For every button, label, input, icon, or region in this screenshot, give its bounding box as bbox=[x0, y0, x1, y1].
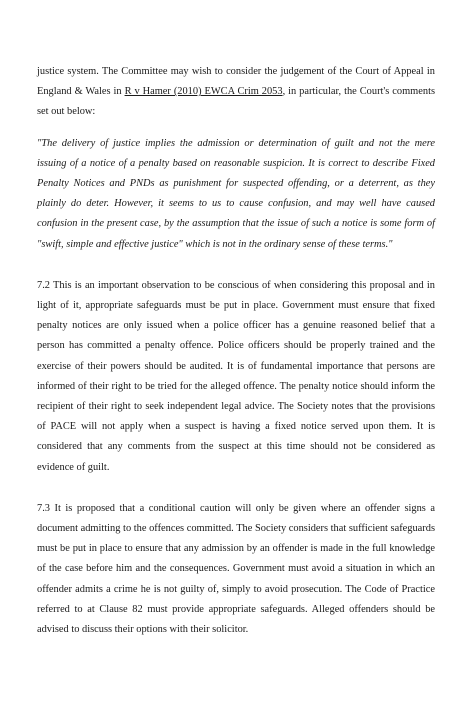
intro-text-after: , in particular, the Court's comments set out below: bbox=[37, 86, 435, 118]
intro-text-before: justice system. The Committee may wish to consider the judgement of the Court of Appeal in England & Wales in bbox=[37, 66, 435, 98]
paragraph-7-2: 7.2 This is an important observation to be conscious of when considering this proposal and in light of it, appropriate safeguards must be put in place. Government must ensure that fixed penalty notices are only issued when a police officer has a genuine reasoned belief that a person has committed a penalty offence. Police officers should be properly trained and the exercise of their powers should be audited. It is of fundamental importance that persons are informed of their right to be tried for the alleged offence. The penalty notice should inform the recipient of their right to seek independent legal advice. The Society notes that the provisions of PACE will not apply when a suspect is having a fixed notice served upon them. It is considered that any comments from the suspect at this time should not be considered as evidence of guilt. bbox=[37, 279, 435, 473]
paragraph-7-3: 7.3 It is proposed that a conditional caution will only be given where an offender signs a document admitting to the offences committed. The Society considers that sufficient safeguards must be put in place to ensure that any admission by an offender is made in the full knowledge of the case before him and the consequences. Government must avoid a situation in which an offender admits a crime he is not guilty of, simply to avoid prosecution. The Code of Practice referred to at Clause 82 must provide appropriate safeguards. Alleged offenders should be advised to discuss their options with their solicitor. bbox=[37, 502, 435, 636]
intro-paragraph bbox=[37, 62, 435, 123]
document-page bbox=[37, 62, 435, 640]
court-quote: "The delivery of justice implies the admission or determination of guilt and not the mere issuing of a notice of a penalty based on reasonable suspicion. It is correct to describe Fixed Penalty Notices and PNDs as punishment for suspected offending, or a deterrent, as they plainly do deter. However, it seems to us to cause confusion, and may well have caused confusion in the present case, by the assumption that the issue of such a notice is some form of "swift, simple and effective justice" which is not in the ordinary sense of these terms." bbox=[37, 137, 435, 250]
case-reference: R v Hamer (2010) EWCA Crim 2053 bbox=[124, 86, 283, 98]
